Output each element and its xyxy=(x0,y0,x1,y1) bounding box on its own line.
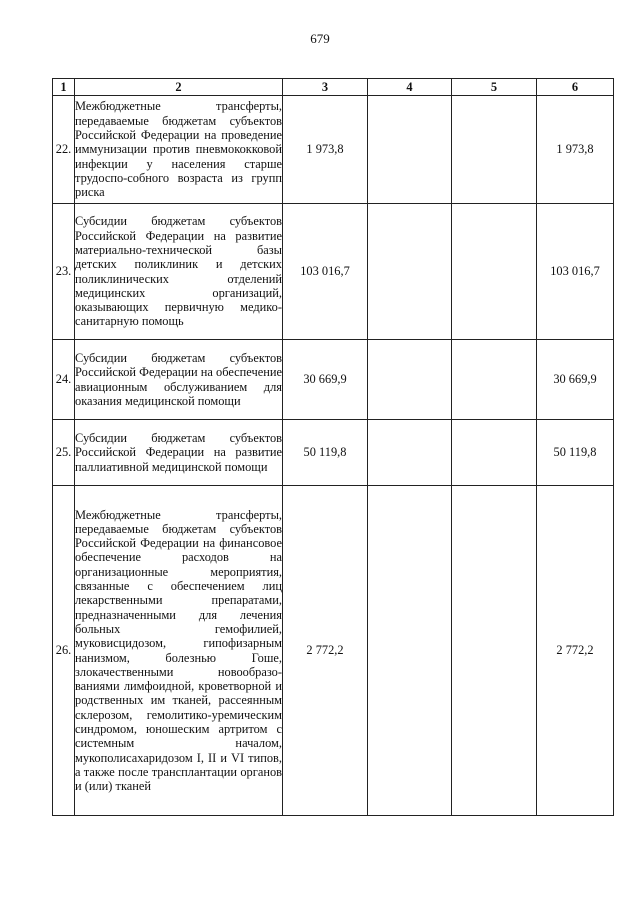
row-value-col5 xyxy=(452,420,537,486)
row-number: 24. xyxy=(53,340,75,420)
row-value-col5 xyxy=(452,486,537,816)
row-description: Межбюджетные трансферты, передаваемые бюджетам субъектов Российской Федерации на проведение иммунизации против пневмококковой инфекции у населения старше трудоспо-собного возраста из групп риска xyxy=(75,96,283,204)
row-value-col6: 30 669,9 xyxy=(537,340,614,420)
column-header: 2 xyxy=(75,79,283,96)
row-value-col3: 2 772,2 xyxy=(283,486,368,816)
row-value-col3: 103 016,7 xyxy=(283,204,368,340)
row-value-col5 xyxy=(452,340,537,420)
row-description: Межбюджетные трансферты, передаваемые бюджетам субъектов Российской Федерации на финансовое обеспечение расходов на организационные мероприятия, связанные с обеспечением лиц лекарственными препаратами, предназначенными для лечения больных гемофилией, муковисцидозом, гипофизарным нанизмом, болезнью Гоше, злокачественными новообразо-ваниями лимфоидной, кроветворной и родственных им тканей, рассеянным склерозом, гемолитико-уремическим синдромом, юношеским артритом с системным началом, мукополисахаридозом I, II и VI типов, а также после трансплантации органов и (или) тканей xyxy=(75,486,283,816)
column-header: 1 xyxy=(53,79,75,96)
column-header: 6 xyxy=(537,79,614,96)
table-row xyxy=(53,204,614,340)
row-value-col3: 50 119,8 xyxy=(283,420,368,486)
page-number: 679 xyxy=(310,31,330,46)
row-value-col4 xyxy=(368,340,452,420)
row-description: Субсидии бюджетам субъектов Российской Федерации на развитие материально-технической базы детских поликлиник и детских поликлинических отделений медицинских организаций, оказывающих первичную медико-санитарную помощь xyxy=(75,204,283,340)
row-value-col3: 1 973,8 xyxy=(283,96,368,204)
header-row xyxy=(53,79,614,96)
row-value-col4 xyxy=(368,420,452,486)
table-row xyxy=(53,96,614,204)
budget-table xyxy=(52,78,614,816)
row-value-col5 xyxy=(452,204,537,340)
row-value-col3: 30 669,9 xyxy=(283,340,368,420)
column-header: 5 xyxy=(452,79,537,96)
table-row xyxy=(53,420,614,486)
row-description: Субсидии бюджетам субъектов Российской Федерации на обеспечение авиационным обслуживанием для оказания медицинской помощи xyxy=(75,340,283,420)
column-header: 3 xyxy=(283,79,368,96)
row-value-col6: 2 772,2 xyxy=(537,486,614,816)
row-number: 26. xyxy=(53,486,75,816)
table-row xyxy=(53,486,614,816)
row-number: 23. xyxy=(53,204,75,340)
row-value-col4 xyxy=(368,204,452,340)
row-value-col4 xyxy=(368,486,452,816)
row-value-col6: 1 973,8 xyxy=(537,96,614,204)
row-description: Субсидии бюджетам субъектов Российской Федерации на развитие паллиативной медицинской помощи xyxy=(75,420,283,486)
row-value-col4 xyxy=(368,96,452,204)
table-row xyxy=(53,340,614,420)
column-header: 4 xyxy=(368,79,452,96)
row-number: 25. xyxy=(53,420,75,486)
row-value-col6: 103 016,7 xyxy=(537,204,614,340)
row-value-col6: 50 119,8 xyxy=(537,420,614,486)
row-number: 22. xyxy=(53,96,75,204)
row-value-col5 xyxy=(452,96,537,204)
